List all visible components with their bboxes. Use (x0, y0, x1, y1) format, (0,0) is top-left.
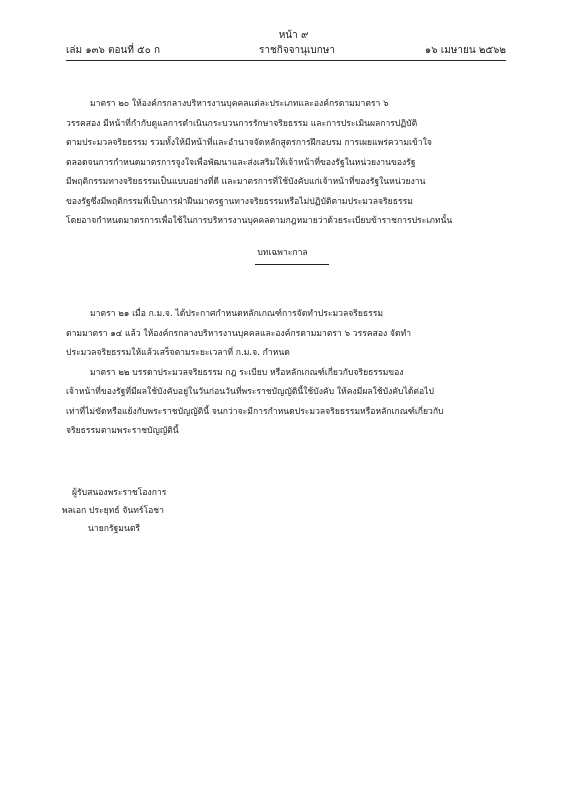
section-22-line: เท่าที่ไม่ขัดหรือแย้งกับพระราชบัญญัตินี้ จนกว่าจะมีการกำหนดประมวลจริยธรรมหรือหลักเกณฑ์เกี่ยวกับ (66, 406, 444, 417)
section-20-line: วรรคสอง มีหน้าที่กำกับดูแลการดำเนินกระบวนการรักษาจริยธรรม และการประเมินผลการปฏิบัติ (66, 118, 418, 129)
section-20-line: มีพฤติกรรมทางจริยธรรมเป็นแบบอย่างที่ดี และมาตรการที่ใช้บังคับแก่เจ้าหน้าที่ของรัฐในหน่วยงาน (66, 177, 426, 187)
section-20-line: ของรัฐซึ่งมีพฤติกรรมที่เป็นการฝ่าฝืนมาตรฐานทางจริยธรรมหรือไม่ปฏิบัติตามประมวลจริยธรรม (66, 196, 413, 207)
section-21-line: ตามมาตรา ๑๔ แล้ว ให้องค์กรกลางบริหารงานบุคคลและองค์กรตามมาตรา ๖ วรรคสอง จัดทำ (66, 328, 412, 339)
section-20-line: ตามประมวลจริยธรรม รวมทั้งให้มีหน้าที่และอำนาจจัดหลักสูตรการฝึกอบรม การเผยแพร่ความเข้าใจ (66, 138, 432, 148)
signature-block (62, 484, 166, 538)
gazette-header (66, 44, 506, 61)
volume-issue: เล่ม ๑๓๖ ตอนที่ ๕๐ ก (66, 45, 161, 56)
countersign-label: ผู้รับสนองพระราชโองการ (72, 488, 167, 498)
signatory-title: นายกรัฐมนตรี (88, 524, 141, 534)
heading-divider (255, 264, 329, 265)
signatory-name: พลเอก ประยุทธ์ จันทร์โอชา (62, 506, 164, 516)
section-20 (66, 95, 506, 232)
section-22-line: จริยธรรมตามพระราชบัญญัตินี้ (66, 426, 179, 436)
transitional-heading: บทเฉพาะกาล (257, 248, 308, 258)
section-20-line: ตลอดจนการกำหนดมาตรการจูงใจเพื่อพัฒนาและส่งเสริมให้เจ้าหน้าที่ของรัฐในหน่วยงานของรัฐ (66, 157, 416, 168)
section-21-line: ประมวลจริยธรรมให้แล้วเสร็จตามระยะเวลาที่ ก.ม.จ. กำหนด (66, 348, 290, 358)
publication-date: ๑๖ เมษายน ๒๕๖๒ (424, 45, 506, 56)
sections-21-22 (66, 305, 506, 442)
section-20-line: โดยอาจกำหนดมาตรการเพื่อใช้ในการบริหารงานบุคคลตามกฎหมายว่าด้วยระเบียบข้าราชการประเภทนั้น (66, 216, 453, 226)
gazette-title: ราชกิจจานุเบกษา (258, 45, 336, 56)
section-22-line: มาตรา ๒๒ บรรดาประมวลจริยธรรม กฎ ระเบียบ หรือหลักเกณฑ์เกี่ยวกับจริยธรรมของ (90, 367, 404, 378)
section-22-line: เจ้าหน้าที่ของรัฐที่มีผลใช้บังคับอยู่ในวันก่อนวันที่พระราชบัญญัตินี้ใช้บังคับ ให้คงมีผลใช้บังคับได้ต่อไป (66, 387, 434, 397)
section-21-line: มาตรา ๒๑ เมื่อ ก.ม.จ. ได้ประกาศกำหนดหลักเกณฑ์การจัดทำประมวลจริยธรรม (90, 309, 384, 319)
page-number: หน้า ๙ (278, 30, 309, 41)
section-20-line: มาตรา ๒๐ ให้องค์กรกลางบริหารงานบุคคลแต่ละประเภทและองค์กรตามมาตรา ๖ (90, 99, 389, 109)
